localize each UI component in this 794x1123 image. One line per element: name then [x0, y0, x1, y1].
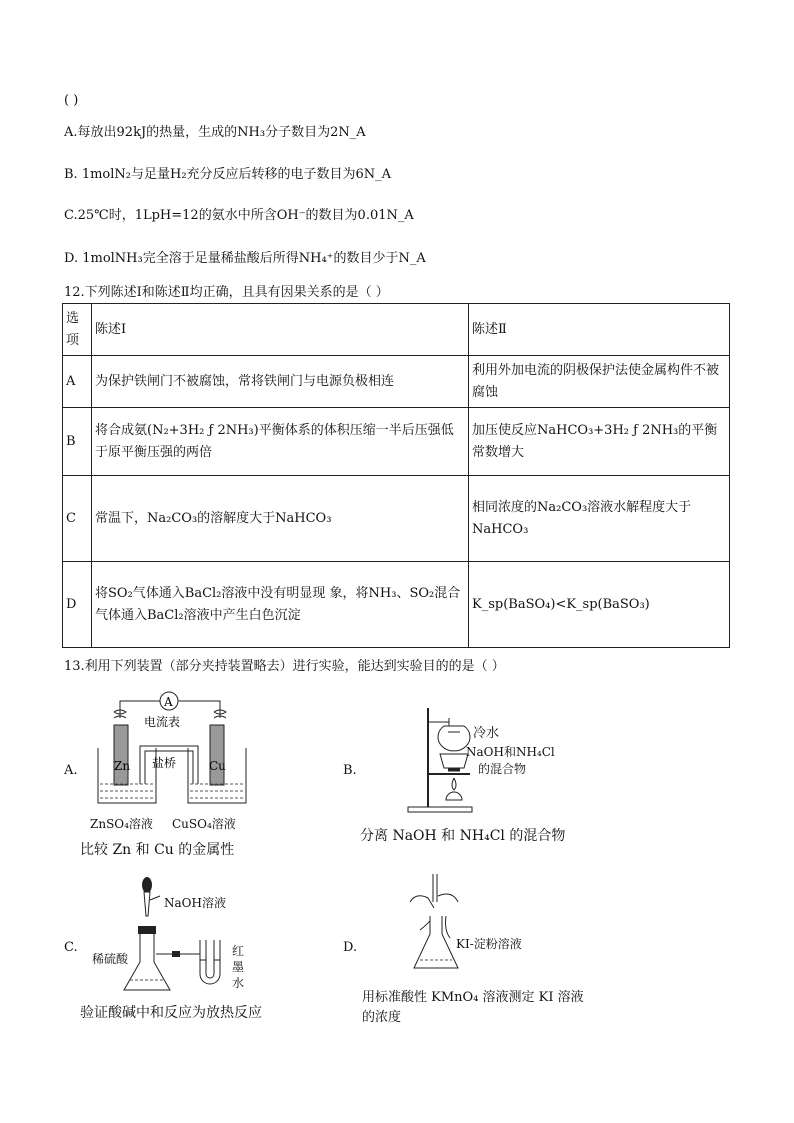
table-row — [63, 476, 730, 562]
q12-table — [62, 303, 730, 648]
hand-left — [410, 894, 458, 908]
row-statement-2: K_sp(BaSO₄)<K_sp(BaSO₃) — [469, 562, 730, 648]
mixture-label: NaOH和NH₄Cl — [466, 745, 555, 759]
table-header-row — [63, 304, 730, 356]
red-ink-label-3: 水 — [232, 976, 245, 990]
row-statement-2: 利用外加电流的阴极保护法使金属构件不被腐蚀 — [469, 356, 730, 408]
beaker — [440, 754, 468, 768]
row-option: B — [63, 408, 92, 476]
zinc-sulfate-label: ZnSO₄溶液 — [90, 817, 153, 831]
conical-flask — [124, 934, 170, 990]
galvanic-cell-diagram — [92, 688, 272, 813]
titration-diagram — [400, 872, 500, 982]
q11-bracket: ( ) — [64, 93, 79, 108]
row-statement-2: 加压使反应NaHCO₃+3H₂ ƒ 2NH₃的平衡常数增大 — [469, 408, 730, 476]
zn-electrode — [114, 725, 131, 785]
q11-option-a: A.每放出92kJ的热量，生成的NH₃分子数目为2N_A — [64, 125, 366, 140]
row-option: C — [63, 476, 92, 562]
panel-d-caption-2: 的浓度 — [362, 1010, 402, 1025]
mixture-label-2: 的混合物 — [478, 762, 527, 776]
panel-a-caption: 比较 Zn 和 Cu 的金属性 — [80, 842, 235, 858]
panel-b-letter: B. — [343, 763, 357, 778]
q11-option-c: C.25℃时，1LpH=12的氨水中所含OH⁻的数目为0.01N_A — [64, 208, 414, 223]
ammeter-symbol: A — [164, 695, 173, 709]
q12-title: 12.下列陈述Ⅰ和陈述Ⅱ均正确，且具有因果关系的是（ ） — [64, 285, 389, 300]
naoh-label: NaOH溶液 — [164, 896, 226, 910]
zn-label: Zn — [114, 759, 131, 773]
panel-c-letter: C. — [64, 940, 78, 955]
row-statement-1: 为保护铁闸门不被腐蚀，常将铁闸门与电源负极相连 — [92, 356, 469, 408]
table-row — [63, 408, 730, 476]
row-option: A — [63, 356, 92, 408]
header-statement-2: 陈述Ⅱ — [469, 304, 730, 356]
header-option: 选项 — [63, 304, 92, 356]
stopper — [138, 926, 156, 934]
table-row — [63, 562, 730, 648]
row-statement-1: 将合成氨(N₂+3H₂ ƒ 2NH₃)平衡体系的体积压缩一半后压强低于原平衡压强的两倍 — [92, 408, 469, 476]
cu-electrode — [210, 725, 224, 785]
row-option: D — [63, 562, 92, 648]
row-statement-1: 将SO₂气体通入BaCl₂溶液中没有明显现 象，将NH₃、SO₂混合气体通入BaCl₂溶液中产生白色沉淀 — [92, 562, 469, 648]
copper-sulfate-label: CuSO₄溶液 — [172, 817, 236, 831]
row-statement-1: 常温下，Na₂CO₃的溶解度大于NaHCO₃ — [92, 476, 469, 562]
row-statement-2: 相同浓度的Na₂CO₃溶液水解程度大于NaHCO₃ — [469, 476, 730, 562]
q11-option-b: B. 1molN₂与足量H₂充分反应后转移的电子数目为6N_A — [64, 167, 392, 182]
q13-title: 13.利用下列装置（部分夹持装置略去）进行实验，能达到实验目的的是（ ） — [64, 659, 505, 674]
cold-water-label: 冷水 — [473, 726, 500, 741]
header-statement-1: 陈述Ⅰ — [92, 304, 469, 356]
dilute-sulfuric-acid-label: 稀硫酸 — [92, 952, 129, 966]
neutralization-diagram — [96, 874, 236, 999]
panel-c-caption: 验证酸碱中和反应为放热反应 — [80, 1005, 262, 1021]
cu-label: Cu — [209, 759, 226, 773]
panel-a-letter: A. — [64, 763, 78, 778]
red-ink-label-2: 墨 — [232, 960, 245, 974]
red-ink-label-1: 红 — [232, 944, 245, 958]
ammeter-label: 电流表 — [144, 715, 181, 729]
panel-b-caption: 分离 NaOH 和 NH₄Cl 的混合物 — [360, 828, 566, 844]
salt-bridge-label: 盐桥 — [152, 756, 177, 770]
panel-d-letter: D. — [343, 940, 358, 955]
dropper — [144, 892, 150, 916]
q11-option-d: D. 1molNH₃完全溶于足量稀盐酸后所得NH₄⁺的数目少于N_A — [64, 251, 426, 266]
ki-starch-label: KI-淀粉溶液 — [456, 937, 522, 951]
u-tube — [200, 940, 220, 984]
panel-d-caption: 用标准酸性 KMnO₄ 溶液测定 KI 溶液 — [362, 990, 584, 1005]
alcohol-lamp — [446, 792, 462, 800]
table-row — [63, 356, 730, 408]
